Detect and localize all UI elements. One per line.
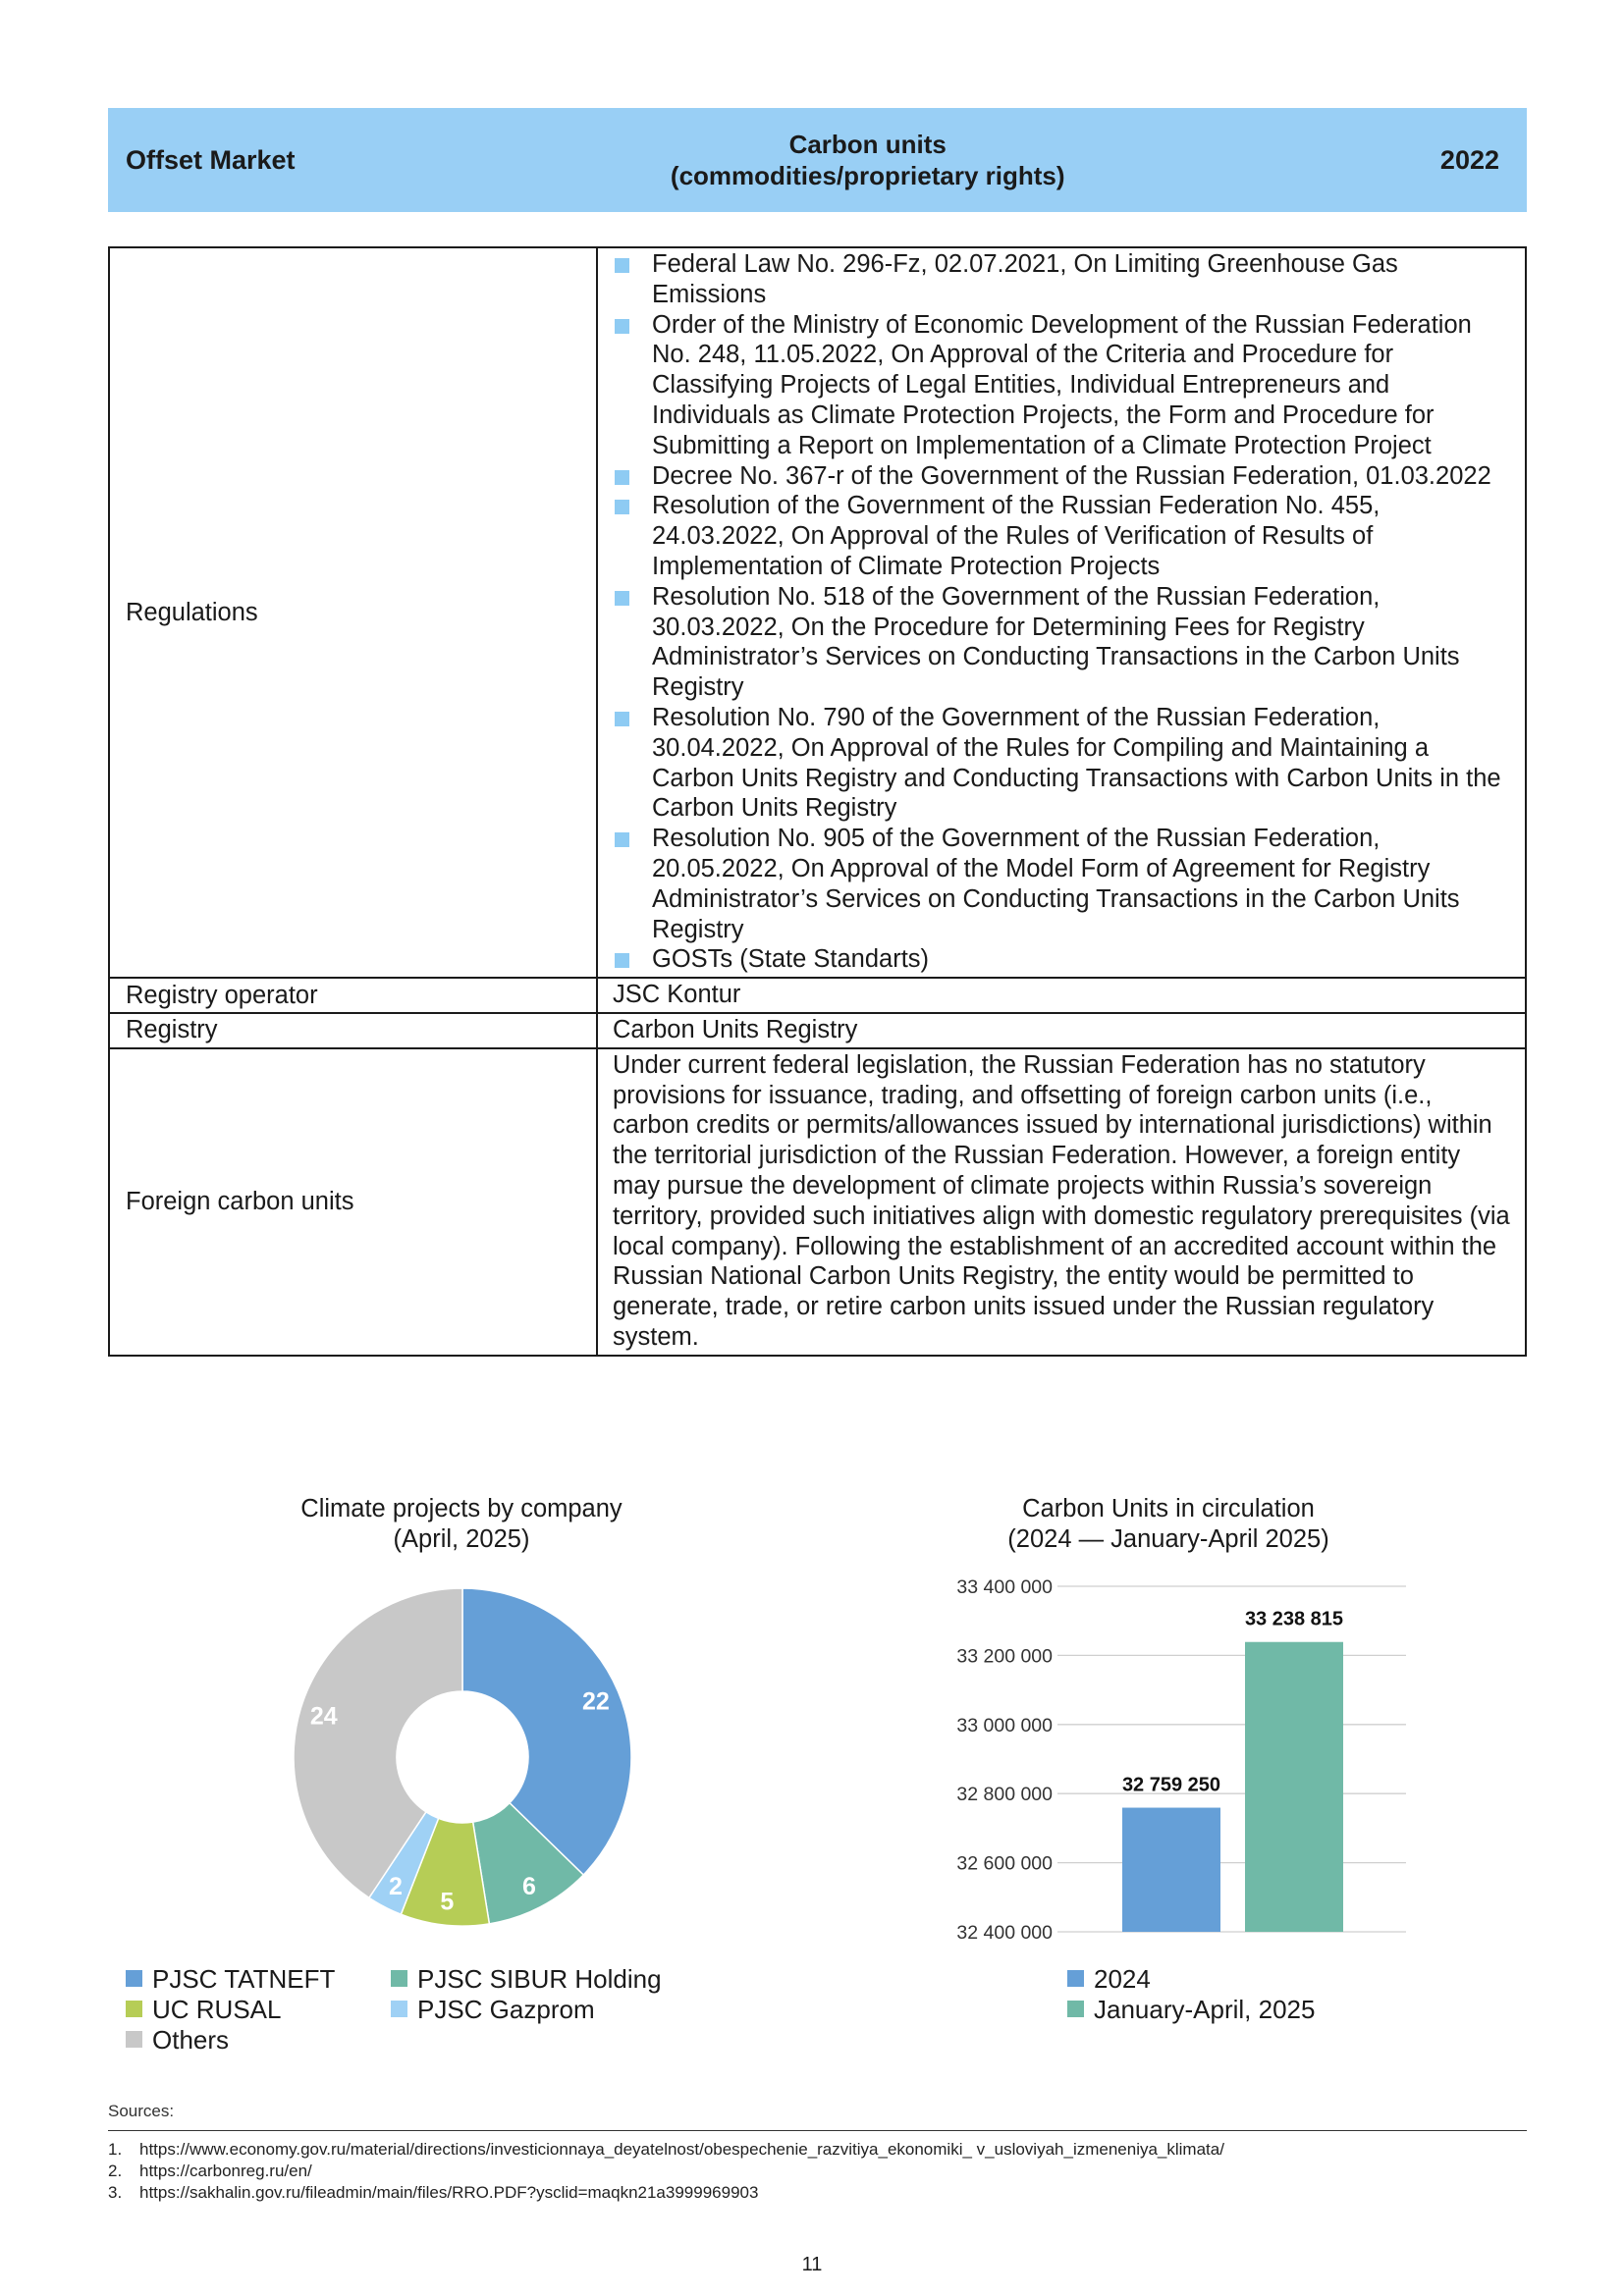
pie-data-label: 2 (389, 1872, 403, 1900)
bar-value-label: 32 759 250 (1121, 1774, 1221, 1796)
pie-data-label: 5 (440, 1888, 455, 1916)
regulation-item: Order of the Ministry of Economic Development of the Russian Federation No. 248, 11.05.2022, On Approval of the Criteria and Procedure for Classifying Projects of Legal Entities, Individual Entrepreneurs and Individuals as Climate Protection Projects, the Form and Procedure for Submitting a Report on Implementation of a Climate Protection Project (613, 310, 1513, 461)
page-number: 11 (801, 2254, 823, 2275)
source-item: 1. https://www.economy.gov.ru/material/directions/investicionnaya_deyatelnost/obespechenie_razvitiya_ekonomiki_ v_usloviyah_izmeneniya_klimata/ (108, 2140, 1224, 2159)
regulations-label: Regulations (109, 247, 597, 978)
y-tick-label: 33 400 000 (956, 1576, 1053, 1598)
y-tick-label: 32 600 000 (956, 1852, 1053, 1875)
sources-divider (108, 2130, 1527, 2131)
y-tick-label: 33 200 000 (956, 1645, 1053, 1668)
regulation-item: Resolution No. 518 of the Government of the Russian Federation, 30.03.2022, On the Procedure for Determining Fees for Registry Administrator’s Services on Conducting Transactions in the Carbon Units Registry (613, 582, 1513, 703)
registry-value: Carbon Units Registry (597, 1013, 1526, 1048)
bar-chart-title-line1: Carbon Units in circulation (1022, 1495, 1315, 1522)
legend-item-2024: 2024 (1067, 1964, 1151, 1995)
legend-swatch (1067, 1970, 1084, 1987)
legend-swatch (126, 1970, 142, 1987)
legend-item-2025: January-April, 2025 (1067, 1995, 1315, 2025)
pie-chart-title-line2: (April, 2025) (393, 1525, 530, 1553)
source-item: 2. https://carbonreg.ru/en/ (108, 2162, 312, 2180)
header-title-line1: Carbon units (788, 130, 947, 159)
registry-label: Registry (109, 1013, 597, 1048)
legend-swatch (391, 2001, 407, 2017)
legend-item-rusal: UC RUSAL (126, 1995, 281, 2025)
source-link[interactable]: https://sakhalin.gov.ru/fileadmin/main/files/RRO.PDF?ysclid=maqkn21a3999969903 (139, 2183, 759, 2202)
source-link[interactable]: https://carbonreg.ru/en/ (139, 2162, 312, 2180)
operator-value: JSC Kontur (597, 978, 1526, 1013)
regulation-item: Resolution No. 790 of the Government of the Russian Federation, 30.04.2022, On Approval of the Rules for Compiling and Maintaining a Carbon Units Registry and Conducting Transactions with Carbon Units in the Carbon Units Registry (613, 703, 1513, 824)
regulation-item: Decree No. 367-r of the Government of the Russian Federation, 01.03.2022 (613, 461, 1513, 492)
legend-swatch (126, 2031, 142, 2048)
regulation-item: Resolution No. 905 of the Government of the Russian Federation, 20.05.2022, On Approval of the Model Form of Agreement for Registry Administrator’s Services on Conducting Transactions in the Carbon Units Registry (613, 824, 1513, 944)
legend-item-gazprom: PJSC Gazprom (391, 1995, 595, 2025)
source-item: 3. https://sakhalin.gov.ru/fileadmin/main/files/RRO.PDF?ysclid=maqkn21a3999969903 (108, 2183, 759, 2202)
header-market: Offset Market (126, 144, 296, 175)
pie-data-label: 22 (581, 1687, 610, 1716)
legend-swatch (1067, 2001, 1084, 2017)
header-title-line2: (commodities/proprietary rights) (670, 161, 1065, 190)
sources-list (108, 2139, 1224, 2204)
pie-chart-title-line1: Climate projects by company (300, 1495, 623, 1522)
legend-item-others: Others (126, 2025, 229, 2056)
pie-data-label: 24 (309, 1702, 338, 1731)
header-year: 2022 (1439, 144, 1499, 175)
bar-0 (1122, 1808, 1220, 1932)
regulation-item: Federal Law No. 296-Fz, 02.07.2021, On Limiting Greenhouse Gas Emissions (613, 249, 1513, 310)
foreign-value: Under current federal legislation, the Russian Federation has no statutory provisions for issuance, trading, and offsetting of foreign carbon units (i.e., carbon credits or permits/allowances issued by international jurisdictions) within the territorial jurisdiction of the Russian Federation. However, a foreign entity may pursue the development of climate projects within Russia’s sovereign territory, provided such initiatives align with domestic regulatory prerequisites (via local company). Following the establishment of an accredited account within the Russian National Carbon Units Registry, the entity would be permitted to generate, trade, or retire carbon units issued under the Russian regulatory system. (597, 1048, 1526, 1356)
regulation-item: GOSTs (State Standarts) (613, 944, 1513, 975)
legend-item-tatneft: PJSC TATNEFT (126, 1964, 335, 1995)
y-tick-label: 32 800 000 (956, 1784, 1053, 1806)
sources-title: Sources: (108, 2102, 175, 2120)
operator-label: Registry operator (109, 978, 597, 1013)
legend-item-sibur: PJSC SIBUR Holding (391, 1964, 662, 1995)
source-link[interactable]: https://www.economy.gov.ru/material/directions/investicionnaya_deyatelnost/obespechenie_razvitiya_ekonomiki_ v_usloviyah_izmeneniya_klimata/ (139, 2140, 1224, 2159)
regulation-item: Resolution of the Government of the Russian Federation No. 455, 24.03.2022, On Approval of the Rules of Verification of Results of Implementation of Climate Protection Projects (613, 491, 1513, 581)
pie-data-label: 6 (522, 1872, 536, 1900)
foreign-label: Foreign carbon units (109, 1048, 597, 1356)
bar-chart-title-line2: (2024 — January-April 2025) (1007, 1525, 1329, 1553)
bar-1 (1245, 1642, 1343, 1932)
legend-swatch (126, 2001, 142, 2017)
y-tick-label: 32 400 000 (956, 1922, 1053, 1944)
legend-swatch (391, 1970, 407, 1987)
bar-value-label: 33 238 815 (1244, 1608, 1344, 1630)
y-tick-label: 33 000 000 (956, 1714, 1053, 1736)
